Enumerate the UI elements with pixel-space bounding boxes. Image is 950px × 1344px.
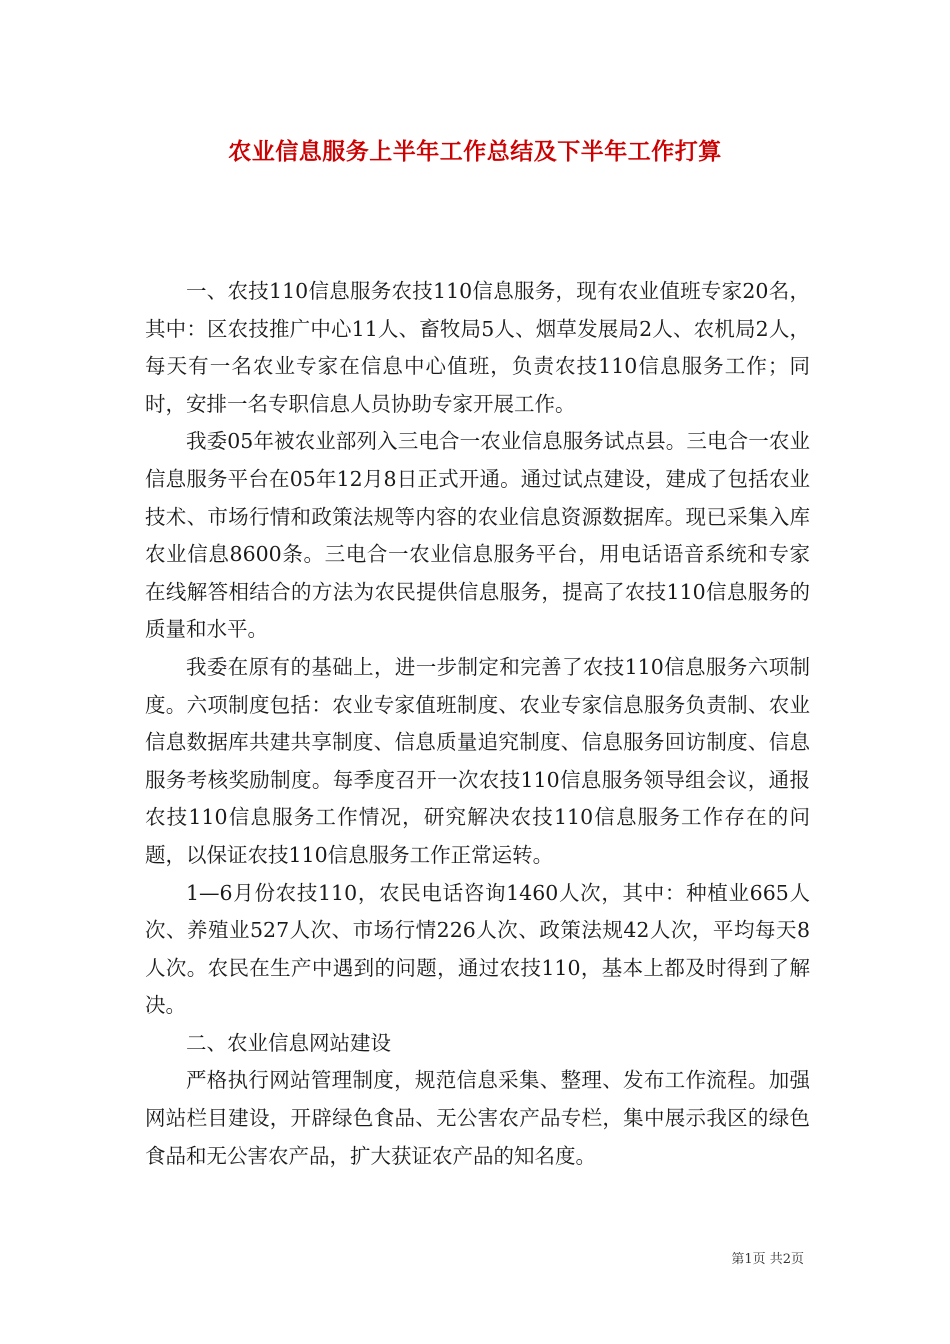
paragraph-2: 我委05年被农业部列入三电合一农业信息服务试点县。三电合一农业信息服务平台在05年12月8日正式开通。通过试点建设，建成了包括农业技术、市场行情和政策法规等内容的农业信息资源数据库。现已采集入库农业信息8600条。三电合一农业信息服务平台，用电话语音系统和专家在线解答相结合的方法为农民提供信息服务，提高了农技110信息服务的质量和水平。 [145, 429, 810, 642]
document-title: 农业信息服务上半年工作总结及下半年工作打算 [228, 138, 722, 165]
paragraph-5: 严格执行网站管理制度，规范信息采集、整理、发布工作流程。加强网站栏目建设，开辟绿色食品、无公害农产品专栏，集中展示我区的绿色食品和无公害农产品，扩大获证农产品的知名度。 [145, 1068, 810, 1168]
section-heading-2: 二、农业信息网站建设 [186, 1030, 391, 1055]
document-body [145, 273, 810, 1175]
paragraph-4: 1—6月份农技110，农民电话咨询1460人次，其中：种植业665人次、养殖业527人次、市场行情226人次、政策法规42人次，平均每天8人次。农民在生产中遇到的问题，通过农技110，基本上都及时得到了解决。 [145, 880, 810, 1018]
page-number: 第1页 共2页 [731, 1252, 804, 1267]
paragraph-1: 一、农技110信息服务农技110信息服务，现有农业值班专家20名，其中：区农技推广中心11人、畜牧局5人、烟草发展局2人、农机局2人，每天有一名农业专家在信息中心值班，负责农技110信息服务工作；同时，安排一名专职信息人员协助专家开展工作。 [145, 279, 810, 416]
paragraph-3: 我委在原有的基础上，进一步制定和完善了农技110信息服务六项制度。六项制度包括：农业专家值班制度、农业专家信息服务负责制、农业信息数据库共建共享制度、信息质量追究制度、信息服务回访制度、信息服务考核奖励制度。每季度召开一次农技110信息服务领导组会议，通报农技110信息服务工作情况，研究解决农技110信息服务工作存在的问题，以保证农技110信息服务工作正常运转。 [145, 654, 810, 867]
